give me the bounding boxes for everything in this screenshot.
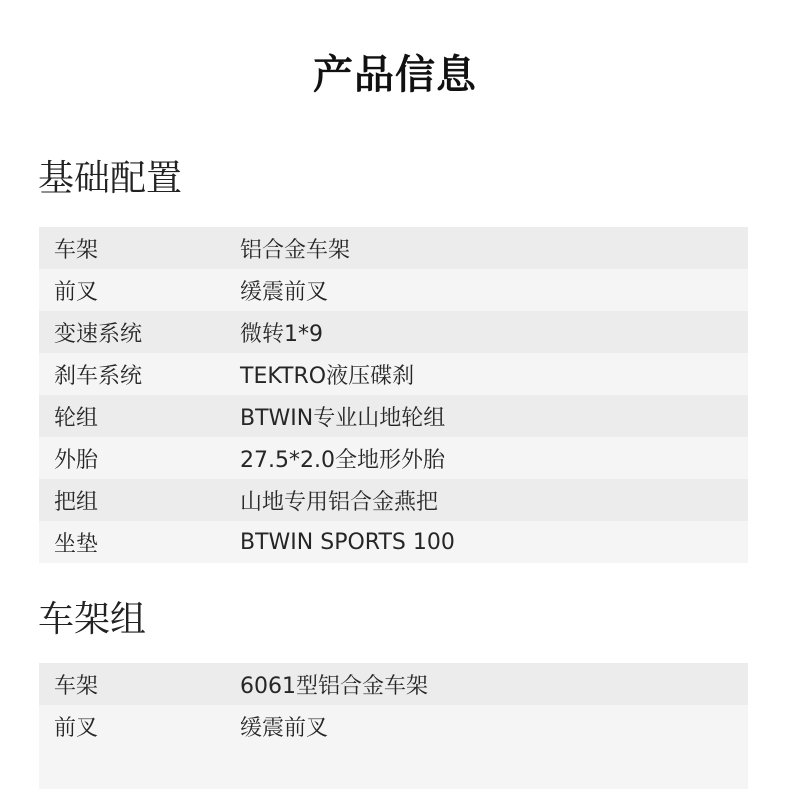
spec-value: BTWIN专业山地轮组	[240, 405, 446, 431]
table-row	[39, 269, 748, 311]
spec-label: 前叉	[54, 279, 99, 305]
table-row	[39, 521, 748, 563]
spec-label: 刹车系统	[54, 363, 143, 389]
table-row	[39, 747, 748, 789]
spec-label: 坐垫	[54, 531, 99, 557]
spec-label: 变速系统	[54, 321, 143, 347]
table-row	[39, 311, 748, 353]
spec-value: 山地专用铝合金燕把	[240, 489, 439, 515]
table-row	[39, 437, 748, 479]
spec-label: 前叉	[54, 715, 99, 741]
spec-label: 车架	[54, 237, 99, 263]
spec-label: 外胎	[54, 447, 99, 473]
table-row	[39, 353, 748, 395]
table-row	[39, 663, 748, 705]
table-row	[39, 705, 748, 747]
spec-value: 27.5*2.0全地形外胎	[240, 447, 445, 473]
section-title-basic-config: 基础配置	[38, 158, 183, 199]
spec-table-frame-set	[39, 663, 748, 789]
page-title: 产品信息	[313, 52, 477, 98]
spec-value: BTWIN SPORTS 100	[240, 529, 455, 555]
spec-table-basic-config	[39, 227, 748, 563]
table-row	[39, 479, 748, 521]
spec-value: 微转1*9	[240, 321, 323, 347]
spec-value: 6061型铝合金车架	[240, 673, 428, 699]
spec-label: 把组	[54, 489, 99, 515]
spec-value: 缓震前叉	[240, 279, 329, 305]
spec-value: TEKTRO液压碟刹	[240, 363, 415, 389]
spec-label: 轮组	[54, 405, 99, 431]
section-title-frame-set: 车架组	[38, 599, 147, 640]
spec-value: 缓震前叉	[240, 715, 329, 741]
table-row	[39, 227, 748, 269]
spec-label: 车架	[54, 673, 99, 699]
spec-value: 铝合金车架	[240, 237, 351, 263]
table-row	[39, 395, 748, 437]
